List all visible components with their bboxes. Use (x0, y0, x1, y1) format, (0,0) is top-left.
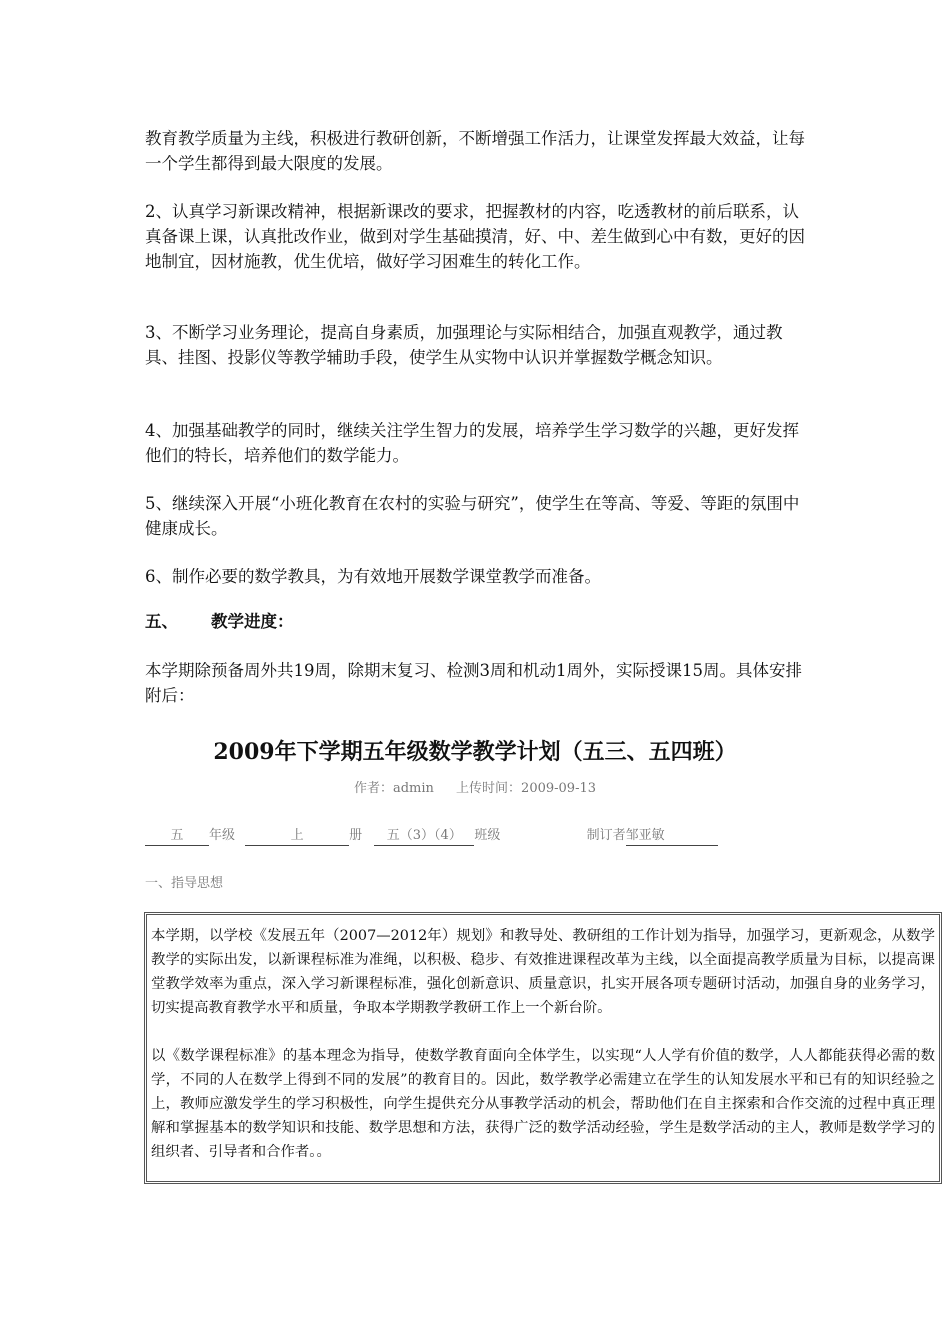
grade-label: 年级 (209, 828, 236, 843)
box-paragraph-2: 以《数学课程标准》的基本理念为指导，使数学教育面向全体学生，以实现“人人学有价值的数学，人人都能获得必需的数学，不同的人在数学上得到不同的发展”的教育目的。因此，数学教学必需建立在学生的认知发展水平和已有的知识经验之上，教师应激发学生的学习积极性，向学生提供充分从事教学活动的机会，帮助他们在自主探索和合作交流的过程中真正理解和掌握基本的数学知识和技能、数学思想和方法，获得广泛的数学活动经验，学生是数学活动的主人，教师是数学学习的组织者、引导者和合作者。。 (151, 1048, 935, 1160)
grade-value: 五 (145, 827, 209, 846)
volume-value: 上 (245, 827, 349, 846)
section-5-number: 五、 (145, 612, 178, 631)
section-5-title: 教学进度： (211, 612, 294, 631)
article-author: 作者：admin (353, 781, 434, 796)
maker-value: 邹亚敏 (626, 827, 718, 846)
class-value: 五（3）（4） (374, 827, 474, 846)
article-meta (0, 780, 950, 798)
paragraph-progress: 本学期除预备周外共19周，除期末复习、检测3周和机动1周外，实际授课15周。具体安排附后： (145, 661, 802, 705)
paragraph-quality-mainline: 教育教学质量为主线，积极进行教研创新，不断增强工作活力，让课堂发挥最大效益，让每一个学生都得到最大限度的发展。 (145, 129, 805, 173)
article-upload-time: 上传时间：2009-09-13 (456, 781, 597, 796)
class-label: 班级 (474, 828, 501, 843)
volume-label: 册 (349, 828, 363, 843)
section-1-heading: 一、指导思想 (145, 876, 224, 891)
paragraph-item-3: 3、不断学习业务理论，提高自身素质，加强理论与实际相结合，加强直观教学，通过教具、挂图、投影仪等教学辅助手段，使学生从实物中认识并掌握数学概念知识。 (145, 323, 783, 367)
maker-label: 制订者 (586, 828, 626, 843)
guiding-ideas-box (144, 912, 942, 1184)
paragraph-item-2: 2、认真学习新课改精神，根据新课改的要求，把握教材的内容，吃透教材的前后联系，认真备课上课，认真批改作业，做到对学生基础摸清，好、中、差生做到心中有数，更好的因地制宜，因材施教，优生优培，做好学习困难生的转化工作。 (145, 202, 805, 271)
grade-info-line (145, 827, 845, 846)
paragraph-item-5: 5、继续深入开展“小班化教育在农村的实验与研究”，使学生在等高、等爱、等距的氛围中健康成长。 (145, 494, 800, 538)
paragraph-item-4: 4、加强基础教学的同时，继续关注学生智力的发展，培养学生学习数学的兴趣，更好发挥他们的特长，培养他们的数学能力。 (145, 421, 799, 465)
box-paragraph-1: 本学期，以学校《发展五年（2007—2012年）规划》和教导处、教研组的工作计划为指导，加强学习，更新观念，从数学教学的实际出发，以新课程标准为准绳，以积极、稳步、有效推进课程改革为主线，以全面提高教学质量为目标，以提高课堂教学效率为重点，深入学习新课程标准，强化创新意识、质量意识，扎实开展各项专题研讨活动，加强自身的业务学习，切实提高教育教学水平和质量，争取本学期教学教研工作上一个新台阶。 (151, 928, 935, 1016)
section-5-heading (145, 609, 294, 634)
article-title: 2009年下学期五年级数学教学计划（五三、五四班） (213, 739, 737, 765)
paragraph-item-6: 6、制作必要的数学教具，为有效地开展数学课堂教学而准备。 (145, 567, 601, 586)
